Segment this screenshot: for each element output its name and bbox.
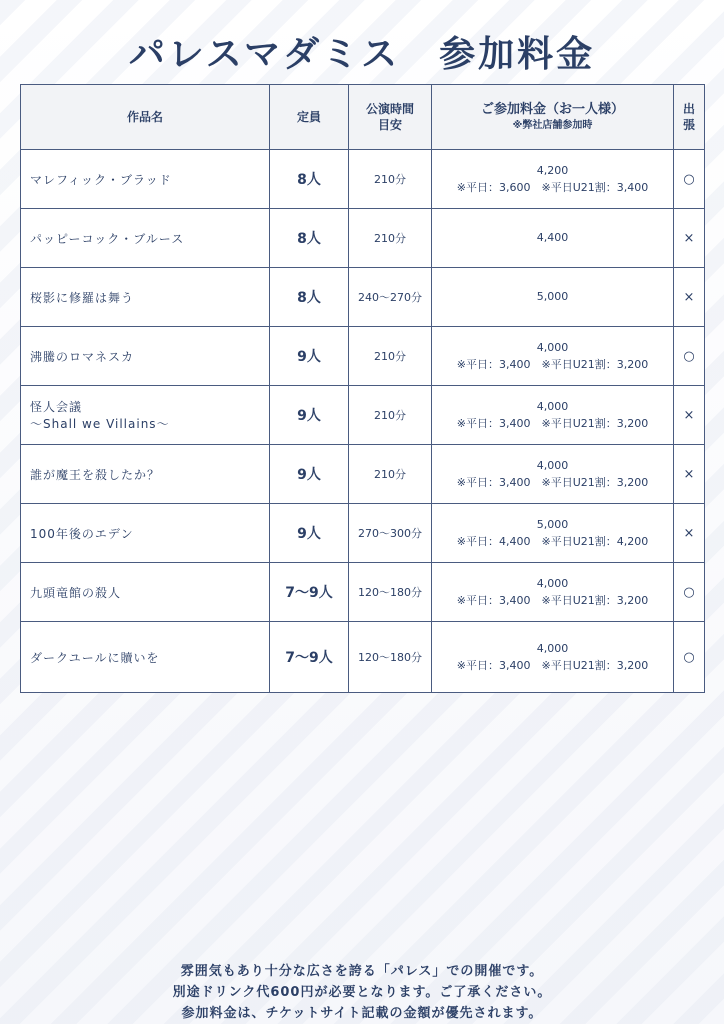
table-row: [21, 504, 705, 563]
row-price: 5,000: [536, 290, 569, 304]
row-capacity: 9人: [270, 386, 349, 445]
row-price: 4,000: [536, 458, 569, 472]
table-row: [21, 622, 705, 693]
row-price: 4,400: [536, 231, 569, 245]
row-trip-mark: ×: [674, 445, 705, 504]
row-capacity: 9人: [270, 445, 349, 504]
row-price-cell: [432, 209, 674, 268]
row-name: パッピーコック・ブルース: [30, 231, 185, 246]
table-row: [21, 445, 705, 504]
footer-note: 別途ドリンク代600円が必要となります。ご了承ください。: [172, 985, 552, 1000]
header-price-note: ※弊社店舗参加時: [512, 120, 593, 132]
row-name-cell: [21, 622, 270, 693]
row-price: 4,000: [536, 641, 569, 655]
row-price: 4,000: [536, 399, 569, 413]
row-time: 210分: [349, 327, 432, 386]
row-capacity: 7～9人: [270, 622, 349, 693]
row-name-cell: [21, 445, 270, 504]
header-trip-line2: 張: [682, 118, 695, 132]
row-name: 沸騰のロマネスカ: [30, 349, 135, 364]
row-price: 5,000: [536, 517, 569, 531]
row-price-detail: ※平日：3,400 ※平日U21割：3,200: [456, 417, 649, 430]
header-time: [349, 85, 432, 150]
header-time-line1: 公演時間: [365, 101, 414, 116]
table-body: [21, 150, 705, 693]
row-time: 210分: [349, 150, 432, 209]
row-price-detail: ※平日：3,400 ※平日U21割：3,200: [456, 476, 649, 489]
row-price-cell: [432, 563, 674, 622]
price-table: [20, 84, 705, 693]
footer-note: 参加料金は、チケットサイト記載の金額が優先されます。: [181, 1006, 543, 1021]
row-price-cell: [432, 327, 674, 386]
row-price-cell: [432, 445, 674, 504]
row-name-cell: [21, 563, 270, 622]
row-price-cell: [432, 150, 674, 209]
row-capacity: 9人: [270, 504, 349, 563]
row-name: 九頭竜館の殺人: [30, 585, 122, 600]
row-trip-mark: ○: [674, 327, 705, 386]
row-price-cell: [432, 504, 674, 563]
table-row: [21, 327, 705, 386]
table-header-row: [21, 85, 705, 150]
row-time: 120～180分: [349, 622, 432, 693]
row-name: 桜影に修羅は舞う: [30, 290, 135, 305]
row-price: 4,000: [536, 576, 569, 590]
row-capacity: 7～9人: [270, 563, 349, 622]
table-row: [21, 268, 705, 327]
row-time: 210分: [349, 386, 432, 445]
row-name-cell: [21, 150, 270, 209]
row-trip-mark: ×: [674, 386, 705, 445]
row-name-cell: [21, 327, 270, 386]
row-capacity: 8人: [270, 209, 349, 268]
row-name-cell: [21, 504, 270, 563]
row-name-cell: [21, 209, 270, 268]
header-capacity: 定員: [270, 85, 349, 150]
row-price-cell: [432, 268, 674, 327]
table-row: [21, 386, 705, 445]
row-capacity: 8人: [270, 268, 349, 327]
row-capacity: 9人: [270, 327, 349, 386]
row-name-cell: [21, 386, 270, 445]
row-time: 210分: [349, 209, 432, 268]
row-name-subtitle: ～Shall we Villains～: [30, 417, 170, 431]
row-name: 誰が魔王を殺したか？: [30, 467, 161, 482]
row-name: 怪人会議: [30, 400, 83, 414]
row-price-detail: ※平日：3,400 ※平日U21割：3,200: [456, 594, 649, 607]
row-name: ダークユールに贖いを: [30, 650, 160, 665]
row-price: 4,200: [536, 163, 569, 177]
row-name-cell: [21, 268, 270, 327]
table-row: [21, 209, 705, 268]
header-trip-line1: 出: [682, 101, 695, 116]
row-trip-mark: ○: [674, 563, 705, 622]
row-name: マレフィック・ブラッド: [30, 172, 172, 187]
row-trip-mark: ○: [674, 622, 705, 693]
row-capacity: 8人: [270, 150, 349, 209]
header-trip: [674, 85, 705, 150]
row-price-detail: ※平日：3,600 ※平日U21割：3,400: [456, 181, 649, 194]
page-title: パレスマダミス 参加料金: [128, 34, 596, 75]
row-price: 4,000: [536, 340, 569, 354]
row-price-cell: [432, 386, 674, 445]
header-name: 作品名: [21, 85, 270, 150]
row-name: 100年後のエデン: [30, 526, 134, 541]
header-price: [432, 85, 674, 150]
row-price-cell: [432, 622, 674, 693]
footer-notes: [0, 961, 724, 1024]
row-time: 120～180分: [349, 563, 432, 622]
row-time: 210分: [349, 445, 432, 504]
row-price-detail: ※平日：3,400 ※平日U21割：3,200: [456, 358, 649, 371]
footer-note: 雰囲気もあり十分な広さを誇る「パレス」での開催です。: [180, 964, 544, 979]
row-trip-mark: ×: [674, 268, 705, 327]
row-time: 270～300分: [349, 504, 432, 563]
table-row: [21, 150, 705, 209]
header-time-line2: 目安: [377, 118, 402, 132]
row-trip-mark: ×: [674, 209, 705, 268]
row-price-detail: ※平日：3,400 ※平日U21割：3,200: [456, 659, 649, 672]
row-trip-mark: ○: [674, 150, 705, 209]
row-time: 240～270分: [349, 268, 432, 327]
row-trip-mark: ×: [674, 504, 705, 563]
table-row: [21, 563, 705, 622]
header-price-label: ご参加料金（お一人様）: [480, 102, 624, 118]
row-price-detail: ※平日：4,400 ※平日U21割：4,200: [456, 535, 649, 548]
